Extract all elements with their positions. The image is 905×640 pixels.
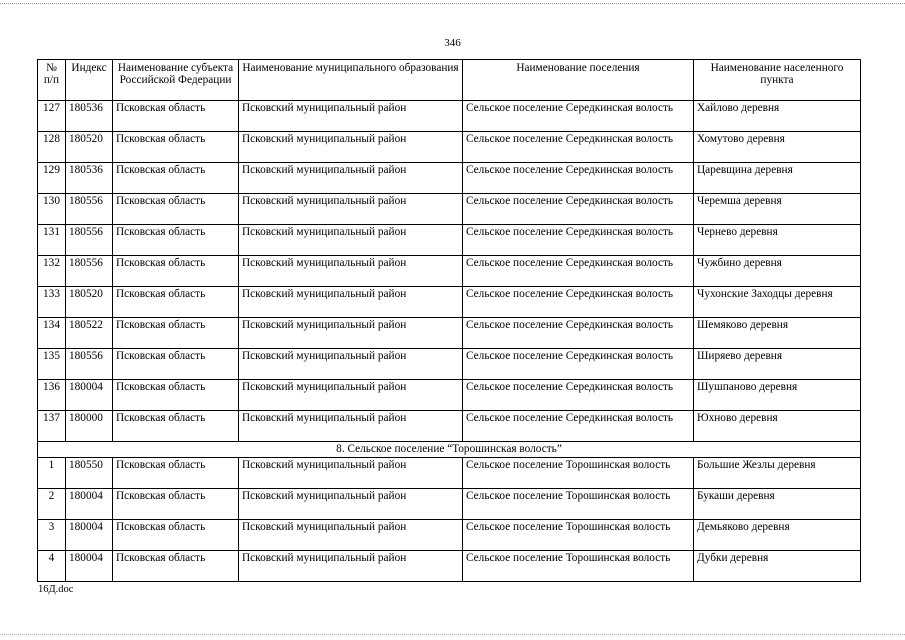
region-name: Псковская область [113,318,239,349]
locality-name: Шушпаново деревня [694,380,861,411]
region-name: Псковская область [113,132,239,163]
row-number: 129 [38,163,66,194]
locality-name: Чужбино деревня [694,256,861,287]
region-name: Псковская область [113,411,239,442]
table-row [38,225,861,256]
scan-bottom-edge [0,634,905,635]
row-number: 2 [38,489,66,520]
row-number: 3 [38,520,66,551]
header-index: Индекс [66,60,113,101]
header-region: Наименование субъекта Российской Федерации [113,60,239,101]
scan-top-edge [0,3,905,4]
postal-index: 180520 [66,287,113,318]
postal-index: 180000 [66,411,113,442]
header-number: № п/п [38,60,66,101]
table-body-section [38,458,861,582]
row-number: 136 [38,380,66,411]
region-name: Псковская область [113,256,239,287]
municipality-name: Псковский муниципальный район [239,256,463,287]
locality-name: Большие Жезлы деревня [694,458,861,489]
locality-name: Хомутово деревня [694,132,861,163]
municipality-name: Псковский муниципальный район [239,551,463,582]
municipality-name: Псковский муниципальный район [239,287,463,318]
region-name: Псковская область [113,163,239,194]
row-number: 1 [38,458,66,489]
postal-index: 180004 [66,551,113,582]
municipality-name: Псковский муниципальный район [239,489,463,520]
header-settlement: Наименование поселения [463,60,694,101]
municipality-name: Псковский муниципальный район [239,101,463,132]
postal-index: 180550 [66,458,113,489]
locality-name: Черемша деревня [694,194,861,225]
locality-name: Шемяково деревня [694,318,861,349]
settlement-name: Сельское поселение Торошинская волость [463,489,694,520]
settlement-name: Сельское поселение Середкинская волость [463,194,694,225]
postal-index: 180556 [66,194,113,225]
row-number: 137 [38,411,66,442]
municipality-name: Псковский муниципальный район [239,132,463,163]
table-header-row [38,60,861,101]
locality-name: Юхново деревня [694,411,861,442]
settlement-name: Сельское поселение Торошинская волость [463,520,694,551]
settlements-table [37,59,861,582]
table-row [38,551,861,582]
row-number: 132 [38,256,66,287]
table-row [38,489,861,520]
region-name: Псковская область [113,520,239,551]
settlement-name: Сельское поселение Середкинская волость [463,411,694,442]
table-row [38,380,861,411]
table-row [38,194,861,225]
settlement-name: Сельское поселение Середкинская волость [463,287,694,318]
row-number: 135 [38,349,66,380]
settlement-name: Сельское поселение Середкинская волость [463,380,694,411]
postal-index: 180556 [66,256,113,287]
settlement-name: Сельское поселение Середкинская волость [463,225,694,256]
locality-name: Царевщина деревня [694,163,861,194]
settlement-name: Сельское поселение Торошинская волость [463,458,694,489]
row-number: 134 [38,318,66,349]
table-row [38,163,861,194]
table-row [38,520,861,551]
postal-index: 180536 [66,101,113,132]
municipality-name: Псковский муниципальный район [239,194,463,225]
table-row [38,318,861,349]
municipality-name: Псковский муниципальный район [239,411,463,442]
locality-name: Букаши деревня [694,489,861,520]
row-number: 130 [38,194,66,225]
settlement-name: Сельское поселение Середкинская волость [463,349,694,380]
municipality-name: Псковский муниципальный район [239,380,463,411]
region-name: Псковская область [113,380,239,411]
section-title: 8. Сельское поселение “Торошинская волость” [38,442,861,458]
postal-index: 180004 [66,520,113,551]
header-municipality: Наименование муниципального образования [239,60,463,101]
row-number: 133 [38,287,66,318]
region-name: Псковская область [113,551,239,582]
file-name-footer: 16Д.doc [38,584,74,595]
row-number: 128 [38,132,66,163]
locality-name: Ширяево деревня [694,349,861,380]
table-row [38,458,861,489]
municipality-name: Псковский муниципальный район [239,458,463,489]
municipality-name: Псковский муниципальный район [239,163,463,194]
settlement-name: Сельское поселение Середкинская волость [463,132,694,163]
row-number: 131 [38,225,66,256]
postal-index: 180556 [66,225,113,256]
settlement-name: Сельское поселение Середкинская волость [463,256,694,287]
row-number: 4 [38,551,66,582]
table-row [38,132,861,163]
locality-name: Дубки деревня [694,551,861,582]
table-row [38,101,861,132]
postal-index: 180556 [66,349,113,380]
region-name: Псковская область [113,287,239,318]
region-name: Псковская область [113,194,239,225]
section-heading-row [38,442,861,458]
locality-name: Хайлово деревня [694,101,861,132]
region-name: Псковская область [113,489,239,520]
locality-name: Чернево деревня [694,225,861,256]
locality-name: Чухонские Заходцы деревня [694,287,861,318]
settlement-name: Сельское поселение Середкинская волость [463,101,694,132]
postal-index: 180520 [66,132,113,163]
region-name: Псковская область [113,458,239,489]
header-locality: Наименование населенного пункта [694,60,861,101]
page-number: 346 [444,37,461,49]
municipality-name: Псковский муниципальный район [239,225,463,256]
settlement-name: Сельское поселение Торошинская волость [463,551,694,582]
municipality-name: Псковский муниципальный район [239,318,463,349]
settlement-name: Сельское поселение Середкинская волость [463,318,694,349]
postal-index: 180004 [66,489,113,520]
table-body-main [38,101,861,442]
table-row [38,256,861,287]
settlement-name: Сельское поселение Середкинская волость [463,163,694,194]
region-name: Псковская область [113,101,239,132]
table-section [38,442,861,458]
postal-index: 180536 [66,163,113,194]
postal-index: 180522 [66,318,113,349]
region-name: Псковская область [113,349,239,380]
table-row [38,287,861,318]
postal-index: 180004 [66,380,113,411]
table-row [38,349,861,380]
row-number: 127 [38,101,66,132]
table-row [38,411,861,442]
region-name: Псковская область [113,225,239,256]
locality-name: Демьяково деревня [694,520,861,551]
municipality-name: Псковский муниципальный район [239,520,463,551]
municipality-name: Псковский муниципальный район [239,349,463,380]
